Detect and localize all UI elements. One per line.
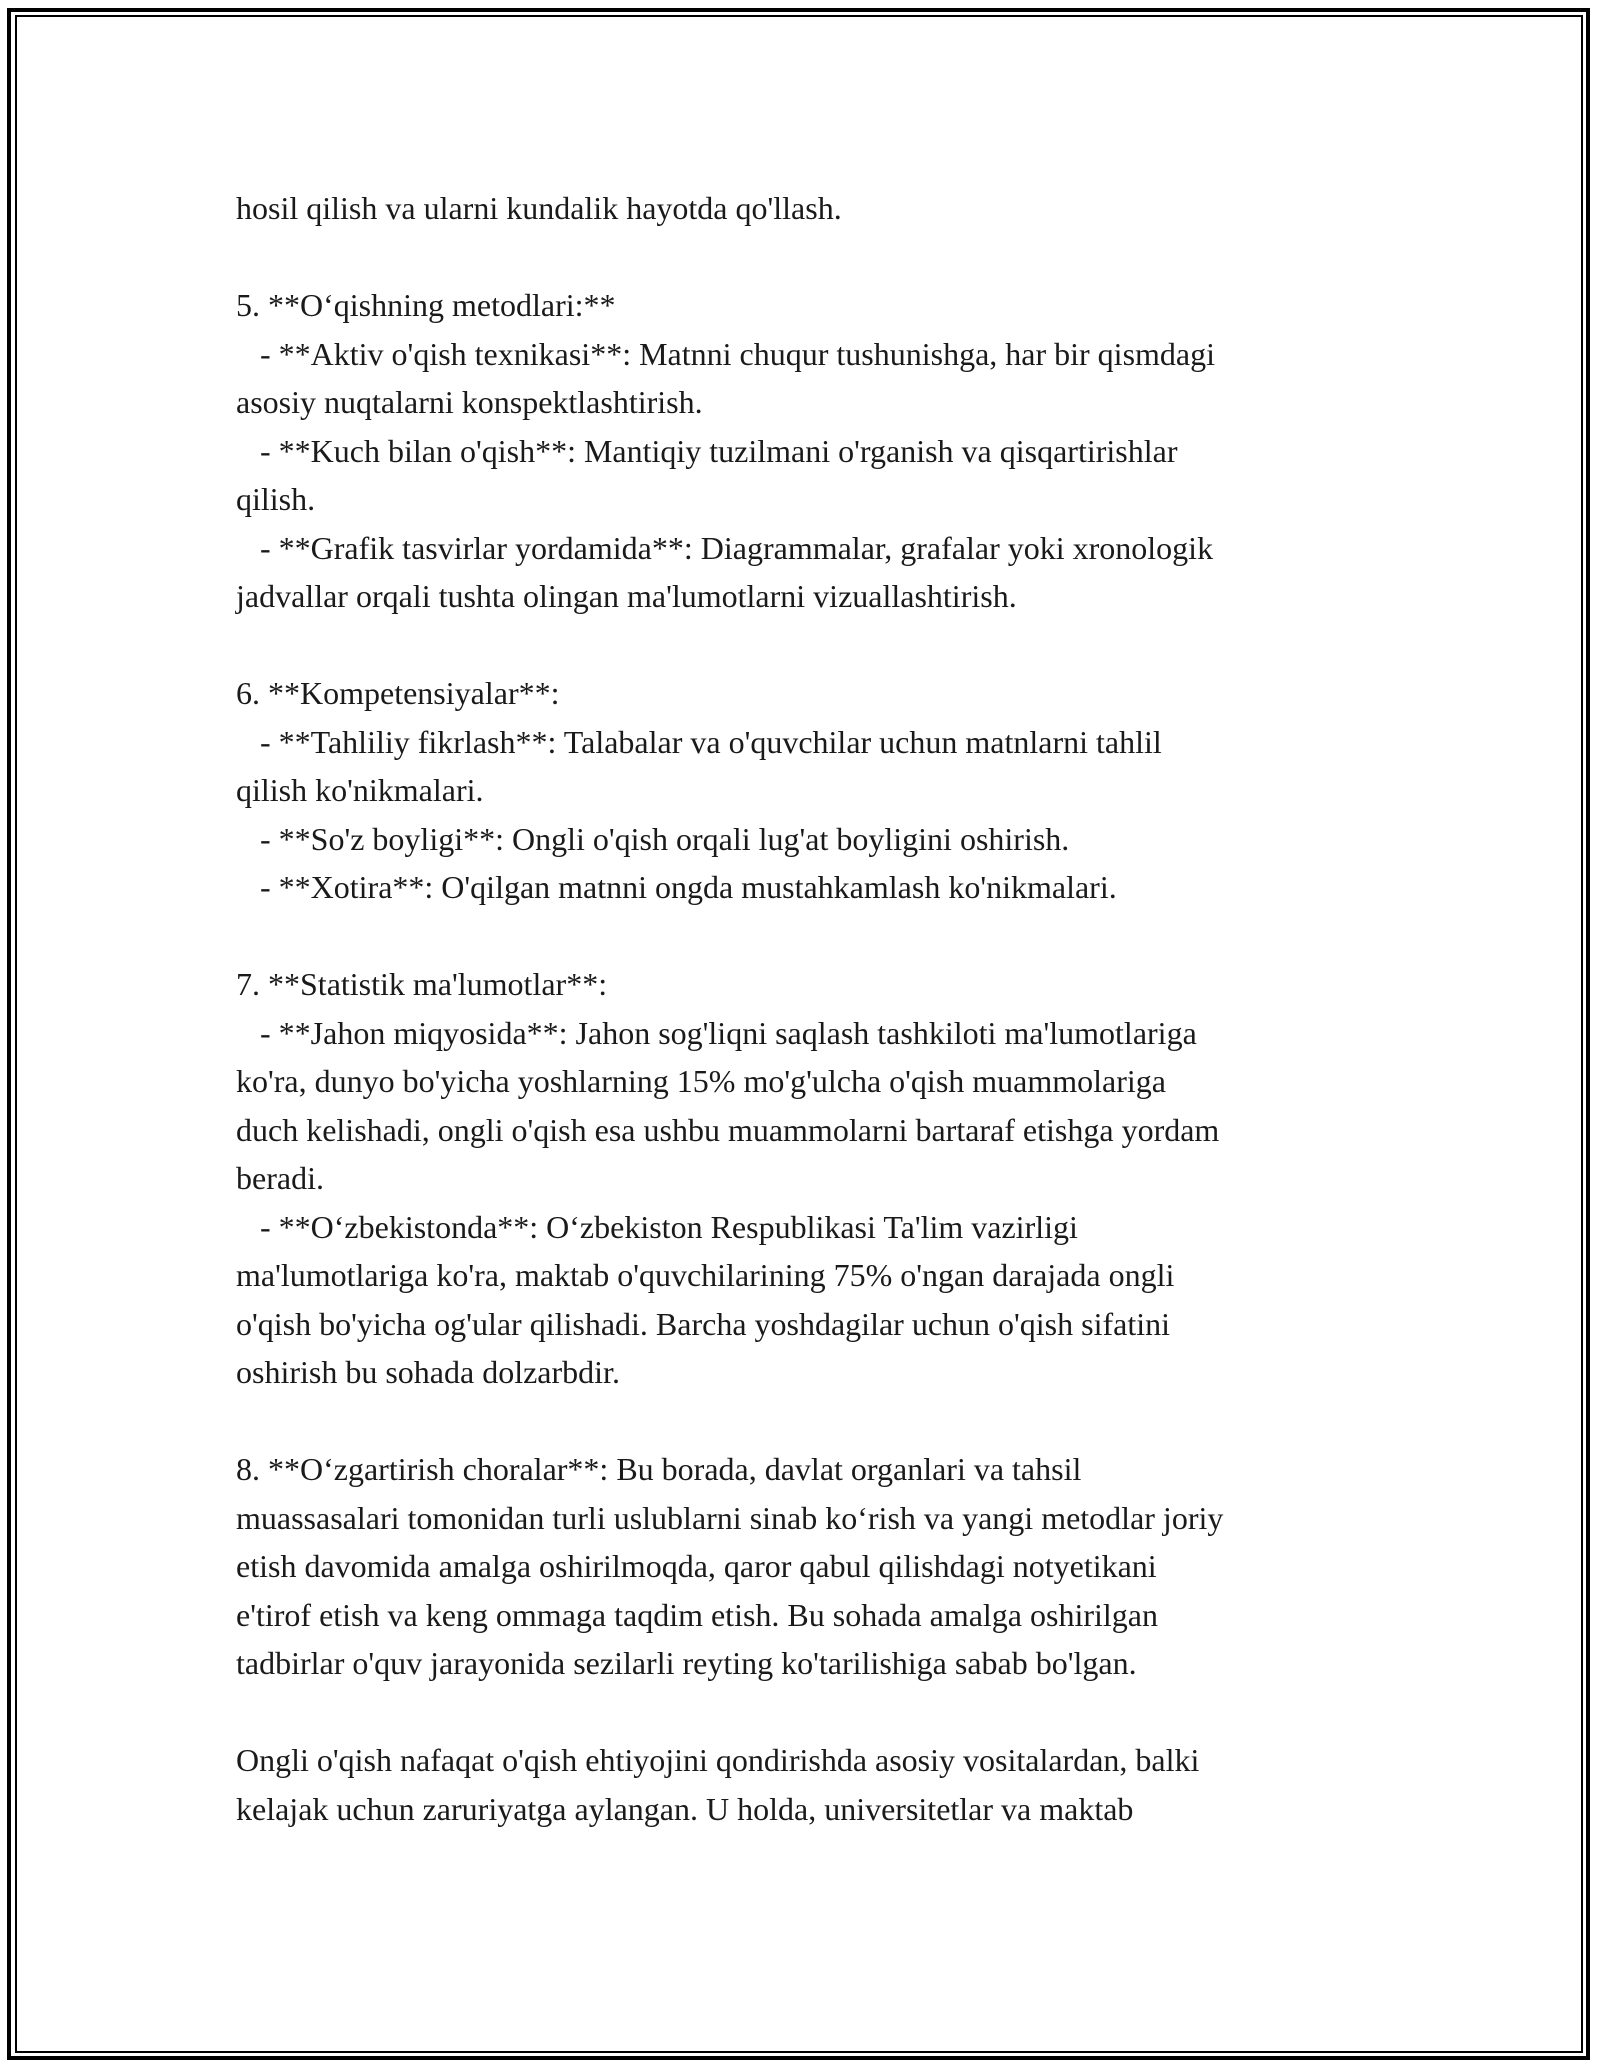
text-line: Ongli o'qish nafaqat o'qish ehtiyojini qondirishda asosiy vositalardan, balki	[236, 1742, 1200, 1778]
text-line: - **Tahliliy fikrlash**: Talabalar va o'quvchilar uchun matnlarni tahlil	[236, 723, 1162, 760]
text-line: o'qish bo'yicha og'ular qilishadi. Barcha yoshdagilar uchun o'qish sifatini	[236, 1305, 1170, 1342]
text-line: - **O‘zbekistonda**: O‘zbekiston Respublikasi Ta'lim vazirligi	[236, 1208, 1078, 1245]
text-line: - **Aktiv o'qish texnikasi**: Matnni chuqur tushunishga, har bir qismdagi	[236, 335, 1215, 372]
blank-line	[236, 233, 1416, 282]
text-line: qilish ko'nikmalari.	[236, 772, 484, 808]
text-line: - **Xotira**: O'qilgan matnni ongda mustahkamlash ko'nikmalari.	[236, 869, 1117, 905]
blank-line	[236, 1688, 1416, 1737]
text-line: e'tirof etish va keng ommaga taqdim etish. Bu sohada amalga oshirilgan	[236, 1596, 1158, 1633]
text-line: - **Grafik tasvirlar yordamida**: Diagrammalar, grafalar yoki xronologik	[236, 529, 1214, 566]
text-line: beradi.	[236, 1160, 324, 1196]
text-line: 8. **O‘zgartirish choralar**: Bu borada, davlat organlari va tahsil	[236, 1451, 1082, 1487]
text-line: - **So'z boyligi**: Ongli o'qish orqali lug'at boyligini oshirish.	[236, 820, 1070, 857]
text-line: 7. **Statistik ma'lumotlar**:	[236, 966, 608, 1002]
blank-line	[236, 621, 1416, 670]
text-line: oshirish bu sohada dolzarbdir.	[236, 1354, 620, 1390]
text-line: muassasalari tomonidan turli uslublarni sinab ko‘rish va yangi metodlar joriy	[236, 1499, 1224, 1536]
text-line: ma'lumotlariga ko'ra, maktab o'quvchilarining 75% o'ngan darajada ongli	[236, 1257, 1175, 1293]
text-line: ko'ra, dunyo bo'yicha yoshlarning 15% mo'g'ulcha o'qish muammolariga	[236, 1063, 1166, 1099]
text-line: 5. **O‘qishning metodlari:**	[236, 287, 616, 323]
text-line: duch kelishadi, ongli o'qish esa ushbu muammolarni bartaraf etishga yordam	[236, 1111, 1220, 1148]
text-line: etish davomida amalga oshirilmoqda, qaror qabul qilishdagi notyetikani	[236, 1548, 1157, 1584]
text-line: - **Jahon miqyosida**: Jahon sog'liqni saqlash tashkiloti ma'lumotlariga	[236, 1014, 1197, 1051]
blank-line	[236, 1397, 1416, 1446]
text-line: - **Kuch bilan o'qish**: Mantiqiy tuzilmani o'rganish va qisqartirishlar	[236, 432, 1178, 469]
text-line: kelajak uchun zaruriyatga aylangan. U holda, universitetlar va maktab	[236, 1790, 1134, 1827]
text-line: tadbirlar o'quv jarayonida sezilarli reyting ko'tarilishiga sabab bo'lgan.	[236, 1645, 1137, 1681]
text-line: qilish.	[236, 481, 316, 517]
text-line: asosiy nuqtalarni konspektlashtirish.	[236, 384, 703, 420]
document-body	[236, 184, 1416, 1833]
text-line: jadvallar orqali tushta olingan ma'lumotlarni vizuallashtirish.	[236, 578, 1017, 614]
text-line: 6. **Kompetensiyalar**:	[236, 675, 560, 711]
blank-line	[236, 912, 1416, 961]
text-line: hosil qilish va ularni kundalik hayotda qo'llash.	[236, 190, 842, 226]
